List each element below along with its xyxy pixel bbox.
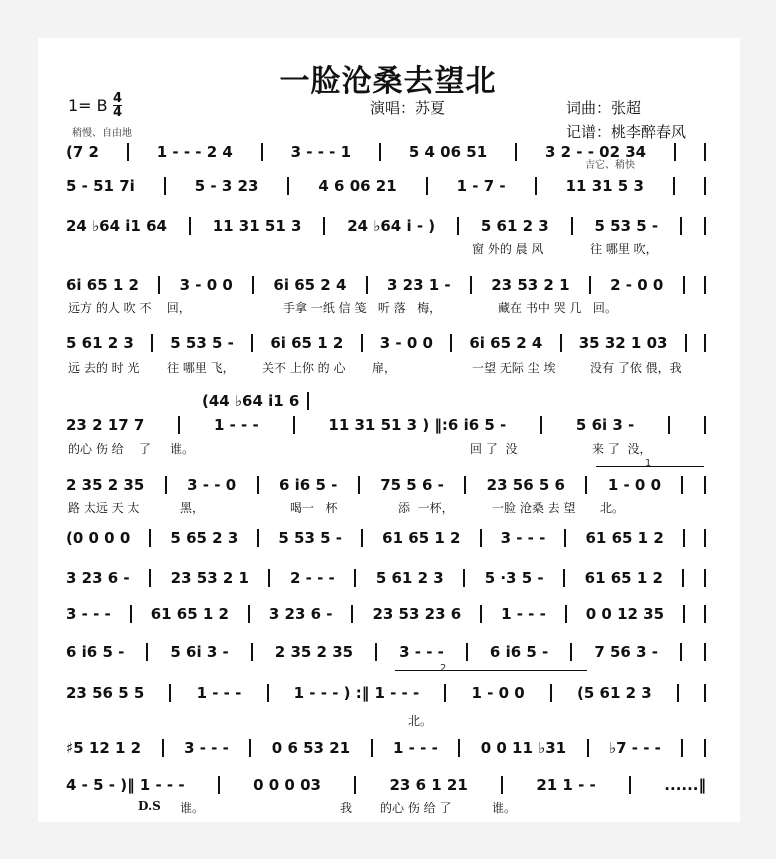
measure: 7 56 3 -	[594, 643, 658, 661]
score-row	[66, 216, 706, 236]
measure: 23 6 1 21	[389, 776, 468, 794]
bar-line	[704, 334, 706, 352]
bar-line	[629, 776, 631, 794]
measure: 5 61 2 3	[480, 217, 549, 235]
lyric-line: 往 哪里 飞，	[167, 361, 235, 375]
measure: 61 65 1 2	[382, 529, 461, 547]
bar-line	[677, 684, 679, 702]
bar-line	[550, 684, 552, 702]
bar-line	[149, 569, 151, 587]
lyric-line: 远 去的 时 光	[68, 361, 140, 375]
measure: 61 65 1 2	[584, 569, 663, 587]
measure: (5 61 2 3	[577, 684, 652, 702]
measure: 3 - - -	[399, 643, 444, 661]
bar-line	[685, 334, 687, 352]
bar-line	[535, 177, 537, 195]
measure: 5 4 06 51	[408, 143, 488, 161]
measure: 3 - - -	[500, 529, 546, 547]
bar-line	[704, 276, 706, 294]
bar-line	[668, 416, 670, 434]
measure: 2 - 0 0	[610, 276, 664, 294]
lyric-line: 谁。	[492, 801, 517, 815]
measure: 3 - - - 1	[290, 143, 352, 161]
bar-line	[450, 334, 452, 352]
bar-line	[680, 643, 682, 661]
measure: 23 53 23 6	[372, 605, 462, 623]
bar-line	[158, 276, 160, 294]
score-row	[66, 738, 706, 758]
bar-line	[480, 605, 482, 623]
bar-line	[466, 643, 468, 661]
measure: 5 - 51 7i	[66, 177, 135, 195]
lyric-line: 添 一杯，	[398, 501, 454, 515]
bar-line	[164, 177, 166, 195]
measure: 5 53 5 -	[594, 217, 659, 235]
measure: 6 i6 5 -	[278, 476, 338, 494]
bar-line	[354, 569, 356, 587]
bar-line	[251, 643, 253, 661]
bar-line	[307, 392, 309, 410]
measure: 0 0 0 03	[253, 776, 321, 794]
bar-line	[565, 605, 567, 623]
lyric-line: 的心 伤 给 了 谁。	[68, 442, 194, 456]
lyric-line: 北。	[408, 714, 433, 728]
transcriber: 记谱：桃李醉春风	[566, 123, 687, 141]
bar-line	[560, 334, 562, 352]
bar-line	[704, 643, 706, 661]
composer: 词曲：张超	[566, 99, 642, 117]
measure: 5 - 3 23	[194, 177, 259, 195]
bar-line	[146, 643, 148, 661]
bar-line	[323, 217, 325, 235]
lyric-line: 我	[340, 801, 353, 815]
measure: 11 31 51 3	[212, 217, 302, 235]
lyric-line: 藏在 书中 哭 几 回。	[498, 301, 617, 315]
measure: 23 2 17 7	[66, 416, 145, 434]
score-row	[66, 568, 706, 588]
bar-line	[252, 276, 254, 294]
bar-line	[681, 739, 683, 757]
measure: 35 32 1 03	[578, 334, 668, 352]
time-sig-top: 4	[113, 91, 123, 106]
measure: 6i 65 1 2	[270, 334, 344, 352]
measure: 5 53 5 -	[170, 334, 234, 352]
measure: 5 61 2 3	[66, 334, 134, 352]
ds-marking: D.S	[138, 799, 161, 813]
bar-line	[251, 334, 253, 352]
bar-line	[704, 529, 706, 547]
measure: 6i 65 1 2	[66, 276, 139, 294]
bar-line	[683, 276, 685, 294]
bar-line	[704, 476, 706, 494]
measure: 23 53 2 1	[491, 276, 570, 294]
measure: 61 65 1 2	[585, 529, 664, 547]
bar-line	[585, 476, 587, 494]
measure: 3 2 - - 02 34	[544, 143, 647, 161]
score-row	[66, 604, 706, 624]
measure: (7 2	[66, 143, 99, 161]
measure: 6i 65 2 4	[273, 276, 347, 294]
bar-line	[704, 217, 706, 235]
bar-line	[261, 143, 263, 161]
bar-line	[293, 416, 295, 434]
bar-line	[704, 569, 706, 587]
lyric-line: 没有 了依 偎，我	[590, 361, 682, 375]
bar-line	[680, 217, 682, 235]
measure: 1 - - -	[393, 739, 438, 757]
measure: 5 ·3 5 -	[484, 569, 544, 587]
measure: 1 - - -	[196, 684, 242, 702]
measure: 24 ♭64 i - )	[347, 217, 436, 235]
measure: 1 - - -	[213, 416, 259, 434]
measure: 0 6 53 21	[271, 739, 351, 757]
measure: 24 ♭64 i1 64	[66, 217, 167, 235]
bar-line	[673, 177, 675, 195]
bar-line	[189, 217, 191, 235]
lyric-line: 路 太远 天 太	[68, 501, 140, 515]
measure: 6 i6 5 -	[489, 643, 549, 661]
bar-line	[354, 776, 356, 794]
measure: 11 31 5 3	[565, 177, 644, 195]
lyric-line: 关不 上你 的 心	[262, 361, 346, 375]
bar-line	[361, 529, 363, 547]
measure: 1 - - - ) :‖ 1 - - -	[293, 684, 420, 702]
bar-line	[570, 643, 572, 661]
measure: 6 i6 5 -	[66, 643, 125, 661]
measure: 2 35 2 35	[66, 476, 145, 494]
bar-line	[563, 569, 565, 587]
bar-line	[587, 739, 589, 757]
bar-line	[149, 529, 151, 547]
bar-line	[165, 476, 167, 494]
measure: ......‖	[664, 776, 706, 794]
lyric-line: 手拿 一纸 信 笺 听 落 梅，	[283, 301, 442, 315]
measure: 3 23 6 -	[268, 605, 333, 623]
bar-line	[683, 605, 685, 623]
measure: 3 - 0 0	[379, 334, 433, 352]
tempo-marking-2: 吉它、稍快	[585, 160, 635, 171]
bar-line	[515, 143, 517, 161]
lyric-line: 的心 伤 给 了	[380, 801, 452, 815]
measure: 1 - 0 0	[471, 684, 525, 702]
bar-line	[704, 605, 706, 623]
bar-line	[682, 569, 684, 587]
measure: 4 - 5 - )‖ 1 - - -	[66, 776, 185, 794]
score-row	[66, 333, 706, 353]
bar-line	[674, 143, 676, 161]
bar-line	[704, 684, 706, 702]
bar-line	[287, 177, 289, 195]
measure: 1 - 0 0	[607, 476, 662, 494]
score-row	[66, 415, 706, 435]
measure: 75 5 6 -	[380, 476, 444, 494]
lyric-line: 一脸 沧桑 去 望	[492, 501, 576, 515]
singer: 演唱：苏夏	[370, 99, 446, 117]
lyric-line: 北。	[600, 501, 625, 515]
score-row	[66, 642, 706, 662]
volta-2-bracket	[395, 670, 587, 671]
interlude-notes: (44 ♭64 i1 6	[202, 392, 300, 410]
bar-line	[704, 416, 706, 434]
bar-line	[127, 143, 129, 161]
bar-line	[704, 143, 706, 161]
bar-line	[470, 276, 472, 294]
measure: 3 - - -	[184, 739, 229, 757]
measure: 1 - - -	[501, 605, 546, 623]
measure: 3 - 0 0	[179, 276, 233, 294]
bar-line	[178, 416, 180, 434]
bar-line	[218, 776, 220, 794]
measure: 3 - - -	[66, 605, 111, 623]
bar-line	[589, 276, 591, 294]
bar-line	[361, 334, 363, 352]
bar-line	[151, 334, 153, 352]
lyric-line: 一望 无际 尘 埃	[472, 361, 556, 375]
score-row	[66, 176, 706, 196]
measure: 5 61 2 3	[375, 569, 444, 587]
measure: 1 - 7 -	[456, 177, 506, 195]
lyric-line: 往 哪里 吹，	[590, 242, 658, 256]
volta-2: 2	[440, 663, 447, 674]
measure: 6i 65 2 4	[469, 334, 543, 352]
score-row	[66, 775, 706, 795]
time-sig-bottom: 4	[113, 105, 123, 120]
volta-1: 1	[645, 458, 652, 469]
measure: ♯5 12 1 2	[66, 739, 142, 757]
measure: 23 53 2 1	[170, 569, 249, 587]
bar-line	[248, 605, 250, 623]
lyric-line: 窗 外的 晨 风	[472, 242, 544, 256]
key-signature: 1= B	[68, 96, 108, 115]
bar-line	[480, 529, 482, 547]
lyric-line: 远方 的人 吹 不 回，	[68, 301, 191, 315]
bar-line	[458, 739, 460, 757]
lyric-line: 来 了 没，	[592, 442, 652, 456]
bar-line	[464, 476, 466, 494]
bar-line	[564, 529, 566, 547]
bar-line	[444, 684, 446, 702]
bar-line	[681, 476, 683, 494]
bar-line	[463, 569, 465, 587]
measure: 5 53 5 -	[278, 529, 343, 547]
measure: 0 0 12 35	[585, 605, 665, 623]
measure: ♭7 - - -	[609, 739, 661, 757]
measure: 11 31 51 3 ) ‖:6 i6 5 -	[328, 416, 507, 434]
bar-line	[379, 143, 381, 161]
measure: 0 0 11 ♭31	[480, 739, 567, 757]
bar-line	[371, 739, 373, 757]
measure: (0 0 0 0	[66, 529, 131, 547]
measure: 3 - - 0	[187, 476, 237, 494]
bar-line	[683, 529, 685, 547]
lyric-line: 喝一 杯	[290, 501, 338, 515]
lyric-line: 回 了 没	[470, 442, 518, 456]
bar-line	[571, 217, 573, 235]
bar-line	[162, 739, 164, 757]
bar-line	[169, 684, 171, 702]
lyric-line: 谁。	[180, 801, 205, 815]
bar-line	[358, 476, 360, 494]
measure: 3 23 6 -	[66, 569, 130, 587]
measure: 23 56 5 6	[486, 476, 565, 494]
measure: 5 6i 3 -	[575, 416, 635, 434]
measure: 61 65 1 2	[150, 605, 229, 623]
score-row	[66, 142, 706, 162]
measure: 3 23 1 -	[386, 276, 451, 294]
bar-line	[267, 684, 269, 702]
bar-line	[249, 739, 251, 757]
bar-line	[501, 776, 503, 794]
bar-line	[375, 643, 377, 661]
volta-1-bracket	[596, 466, 704, 467]
bar-line	[704, 177, 706, 195]
measure: 5 65 2 3	[170, 529, 239, 547]
bar-line	[130, 605, 132, 623]
interlude-line	[202, 391, 322, 411]
score-row	[66, 528, 706, 548]
bar-line	[426, 177, 428, 195]
bar-line	[257, 476, 259, 494]
score-row	[66, 683, 706, 703]
bar-line	[351, 605, 353, 623]
measure: 2 - - -	[290, 569, 335, 587]
song-title: 一脸沧桑去望北	[279, 64, 497, 99]
tempo-marking: 稍慢、自由地	[72, 128, 132, 139]
measure: 1 - - - 2 4	[156, 143, 233, 161]
lyric-line: 黑，	[180, 501, 205, 515]
score-row	[66, 275, 706, 295]
measure: 5 6i 3 -	[170, 643, 229, 661]
lyric-line: 扉，	[372, 361, 397, 375]
bar-line	[540, 416, 542, 434]
bar-line	[457, 217, 459, 235]
bar-line	[704, 739, 706, 757]
time-signature	[113, 92, 122, 119]
measure: 4 6 06 21	[318, 177, 397, 195]
measure: 23 56 5 5	[66, 684, 145, 702]
measure: 21 1 - -	[536, 776, 596, 794]
bar-line	[366, 276, 368, 294]
bar-line	[257, 529, 259, 547]
score-row	[66, 475, 706, 495]
bar-line	[268, 569, 270, 587]
measure: 2 35 2 35	[274, 643, 354, 661]
